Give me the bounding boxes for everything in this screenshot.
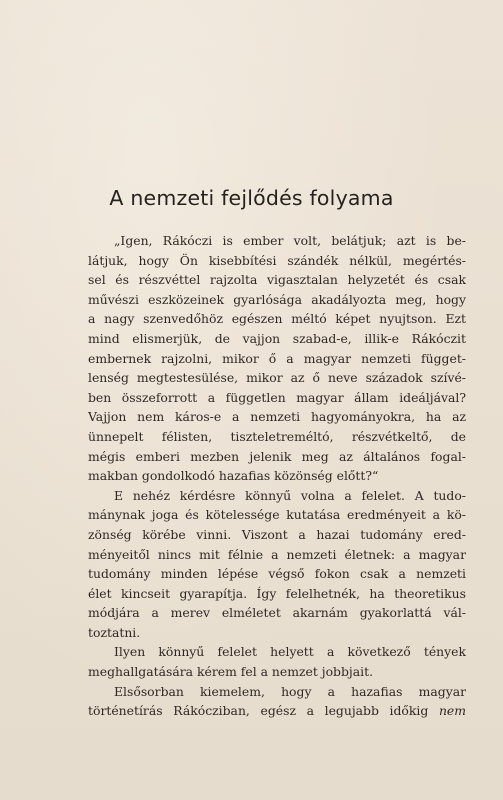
text-line: látjuk, hogy Ön kisebbítési szándék nélkül, megértés- — [88, 252, 466, 268]
text-line: toztatni. — [88, 624, 141, 640]
chapter-title: A nemzeti fejlődés folyama — [109, 186, 394, 210]
italic-word: nem — [438, 703, 466, 719]
text-line: lenség megtestesülése, mikor az ő neve századok szívé- — [88, 370, 466, 386]
text-line: élet kincseit gyarapítja. Így felelhetnék, ha theoretikus — [88, 585, 466, 601]
text-line: mánynak joga és kötelessége kutatása eredményeit a kö- — [88, 507, 466, 523]
text-line: „Igen, Rákóczi is ember volt, belátjuk; azt is be- — [114, 233, 466, 248]
text-line: tudomány minden lépése végső fokon csak a nemzeti — [88, 566, 466, 582]
text-line: zönség körébe vinni. Viszont a hazai tudomány ered- — [88, 526, 466, 542]
text-line: E nehéz kérdésre könnyű volna a felelet. A tudo- — [114, 487, 466, 503]
text-line: ben összeforrott a független magyar állam ideáljával? — [88, 389, 466, 405]
text-line: meghallgatására kérem fel a nemzet jobbjait. — [88, 664, 374, 680]
text-line: mégis emberi mezben jelenik meg az általános fogal- — [88, 448, 466, 464]
text-line: Ilyen könnyű felelet helyett a következő tények — [114, 644, 466, 660]
text-line: ünnepelt félisten, tiszteletreméltó, részvétkeltő, de — [88, 428, 466, 444]
text-line: Vajjon nem káros-e a nemzeti hagyományokra, ha az — [88, 409, 466, 425]
text-line: embernek rajzolni, mikor ő a magyar nemzeti függet- — [88, 350, 466, 366]
text-line: módjára a merev elméletet akarnám gyakorlattá vál- — [88, 605, 466, 621]
text-line: makban gondolkodó hazafias közönség előtt?“ — [88, 468, 379, 484]
text-line: Elsősorban kiemelem, hogy a hazafias magyar — [114, 683, 466, 699]
text-line: sel és részvéttel rajzolta vigasztalan helyzetét és csak — [88, 272, 466, 288]
text-line-content: történetírás Rákócziban, egész a legujabb időkig — [88, 703, 429, 719]
body-text — [88, 231, 466, 721]
text-line: mind elismerjük, de vajjon szabad-e, illik-e Rákóczit — [88, 330, 466, 346]
text-line: ményeitől nincs mit félnie a nemzeti életnek: a magyar — [88, 546, 466, 562]
text-line: művészi eszközeinek gyarlósága akadályozta meg, hogy — [88, 291, 466, 307]
text-line-last — [88, 701, 466, 721]
text-line: a nagy szenvedőhöz egészen méltó képet nyujtson. Ezt — [88, 311, 466, 327]
